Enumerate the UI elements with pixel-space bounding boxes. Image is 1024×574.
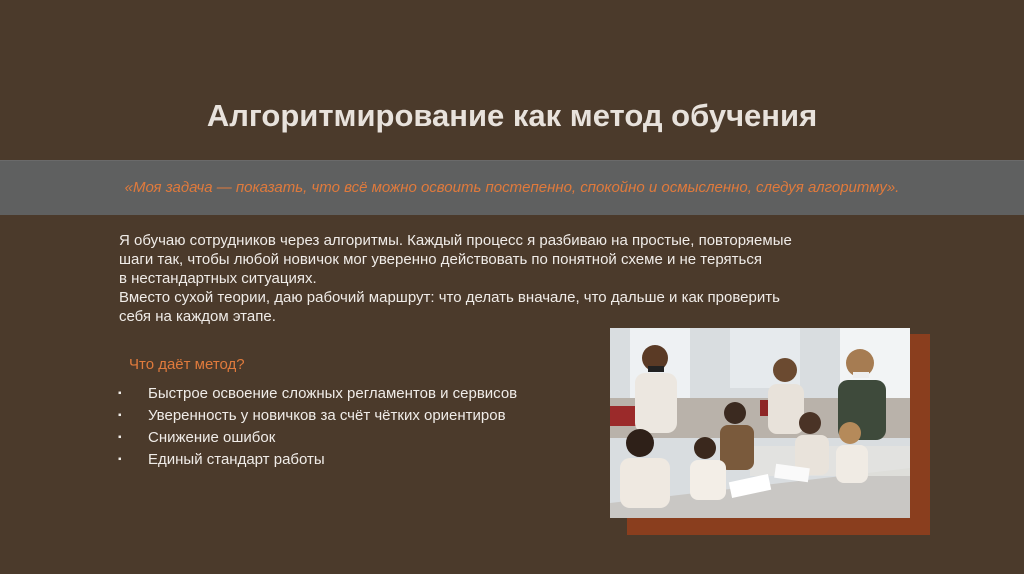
benefits-list [118, 383, 517, 471]
bullet-icon: ▪ [118, 410, 122, 421]
quote-text: «Моя задача — показать, что всё можно освоить постепенно, спокойно и осмысленно, следуя алгоритму». [124, 179, 900, 196]
list-item-label: Быстрое освоение сложных регламентов и сервисов [148, 385, 518, 402]
body-text [119, 231, 909, 326]
body-line: Вместо сухой теории, даю рабочий маршрут: что делать вначале, что дальше и как проверить [119, 289, 780, 306]
bullet-icon: ▪ [118, 454, 122, 465]
training-photo [610, 328, 910, 518]
body-line: шаги так, чтобы любой новичок мог уверенно действовать по понятной схеме и не теряться [119, 251, 762, 268]
list-item [118, 427, 517, 449]
list-item-label: Снижение ошибок [148, 429, 276, 446]
list-item-label: Единый стандарт работы [148, 451, 325, 468]
body-line: в нестандартных ситуациях. [119, 270, 317, 287]
method-benefits-heading: Что даёт метод? [129, 356, 245, 373]
bullet-icon: ▪ [118, 388, 122, 399]
body-line: себя на каждом этапе. [119, 308, 276, 325]
body-line: Я обучаю сотрудников через алгоритмы. Каждый процесс я разбиваю на простые, повторяемые [119, 232, 792, 249]
list-item [118, 405, 517, 427]
bullet-icon: ▪ [118, 432, 122, 443]
list-item-label: Уверенность у новичков за счёт чётких ориентиров [148, 407, 506, 424]
list-item [118, 383, 517, 405]
slide-title: Алгоритмирование как метод обучения [206, 98, 818, 133]
training-photo-illustration [610, 328, 910, 518]
list-item [118, 449, 517, 471]
